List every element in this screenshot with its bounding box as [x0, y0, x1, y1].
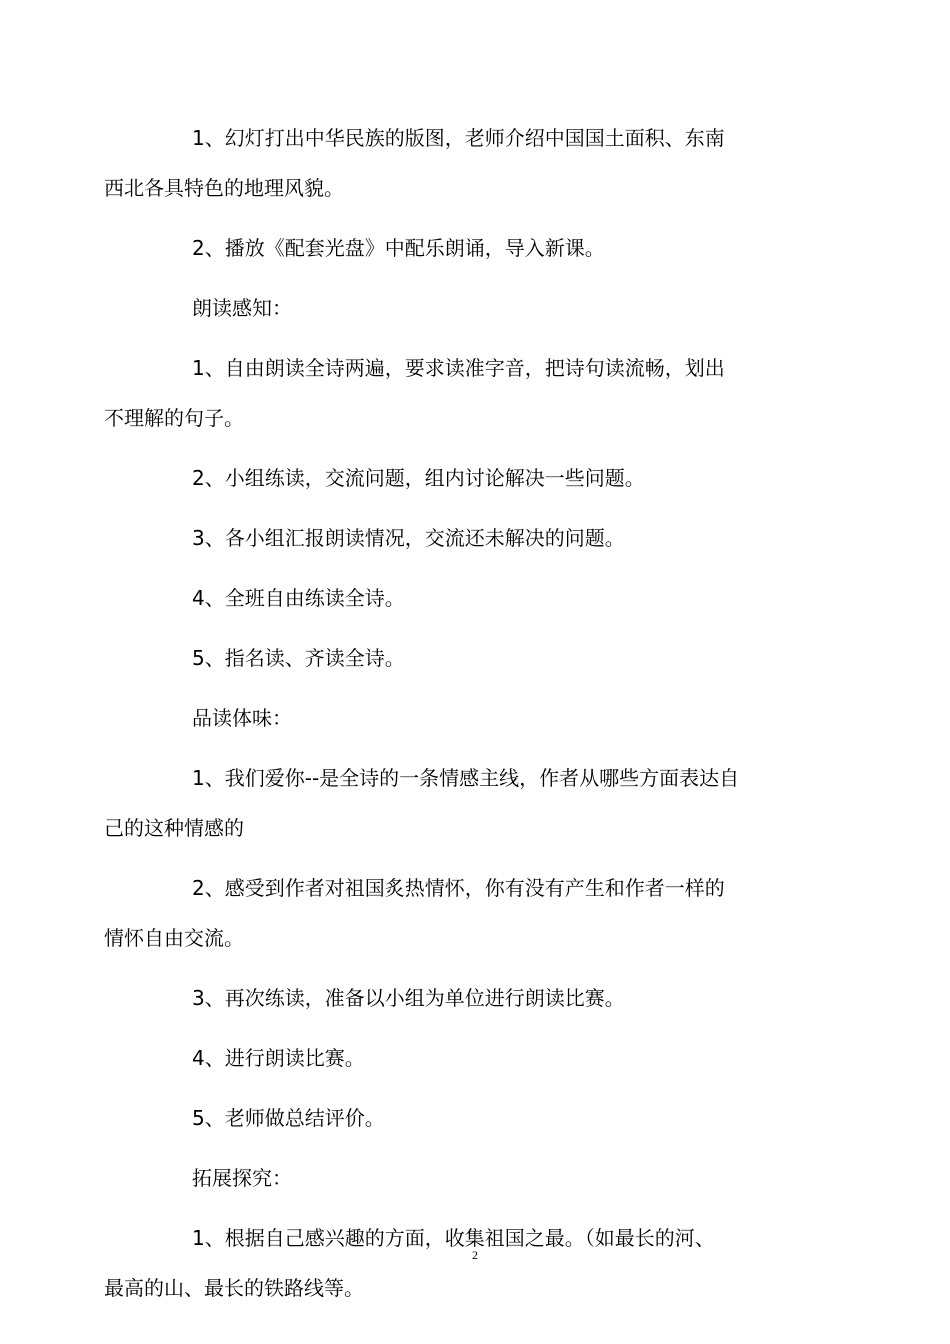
page-number: 2 — [472, 1248, 478, 1262]
document-body — [104, 113, 808, 1323]
paragraph — [148, 453, 808, 503]
text-line: 5、老师做总结评价。 — [192, 1106, 385, 1130]
section-heading — [148, 693, 808, 743]
text-line: 1、幻灯打出中华民族的版图，老师介绍中国国土面积、东南 — [192, 126, 725, 150]
text-line: 4、进行朗读比赛。 — [192, 1046, 365, 1070]
paragraph — [104, 1213, 808, 1313]
text-line: 2、感受到作者对祖国炙热情怀，你有没有产生和作者一样的 — [192, 876, 725, 900]
section-heading — [148, 1153, 808, 1203]
text-line: 拓展探究： — [192, 1166, 292, 1190]
text-line: 最高的山、最长的铁路线等。 — [104, 1276, 364, 1300]
paragraph — [104, 753, 808, 853]
paragraph — [148, 513, 808, 563]
text-line: 西北各具特色的地理风貌。 — [104, 176, 344, 200]
paragraph — [104, 863, 808, 963]
text-line: 不理解的句子。 — [104, 406, 244, 430]
text-line: 1、自由朗读全诗两遍，要求读准字音，把诗句读流畅，划出 — [192, 356, 725, 380]
text-line: 朗读感知： — [192, 296, 292, 320]
text-line: 1、根据自己感兴趣的方面，收集祖国之最。（如最长的河、 — [192, 1226, 715, 1250]
text-line: 己的这种情感的 — [104, 816, 244, 840]
paragraph — [148, 573, 808, 623]
text-line: 3、再次练读，准备以小组为单位进行朗读比赛。 — [192, 986, 625, 1010]
paragraph — [148, 1093, 808, 1143]
text-line: 情怀自由交流。 — [104, 926, 244, 950]
text-line: 3、各小组汇报朗读情况，交流还未解决的问题。 — [192, 526, 625, 550]
text-line: 2、小组练读，交流问题，组内讨论解决一些问题。 — [192, 466, 645, 490]
text-line: 1、我们爱你--是全诗的一条情感主线，作者从哪些方面表达自 — [192, 766, 740, 790]
text-line: 4、全班自由练读全诗。 — [192, 586, 405, 610]
paragraph — [104, 113, 808, 213]
paragraph — [148, 223, 808, 273]
text-line: 5、指名读、齐读全诗。 — [192, 646, 405, 670]
paragraph — [148, 973, 808, 1023]
section-heading — [148, 283, 808, 333]
text-line: 品读体味： — [192, 706, 292, 730]
paragraph — [104, 343, 808, 443]
text-line: 2、播放《配套光盘》中配乐朗诵，导入新课。 — [192, 236, 605, 260]
paragraph — [148, 633, 808, 683]
paragraph — [148, 1033, 808, 1083]
